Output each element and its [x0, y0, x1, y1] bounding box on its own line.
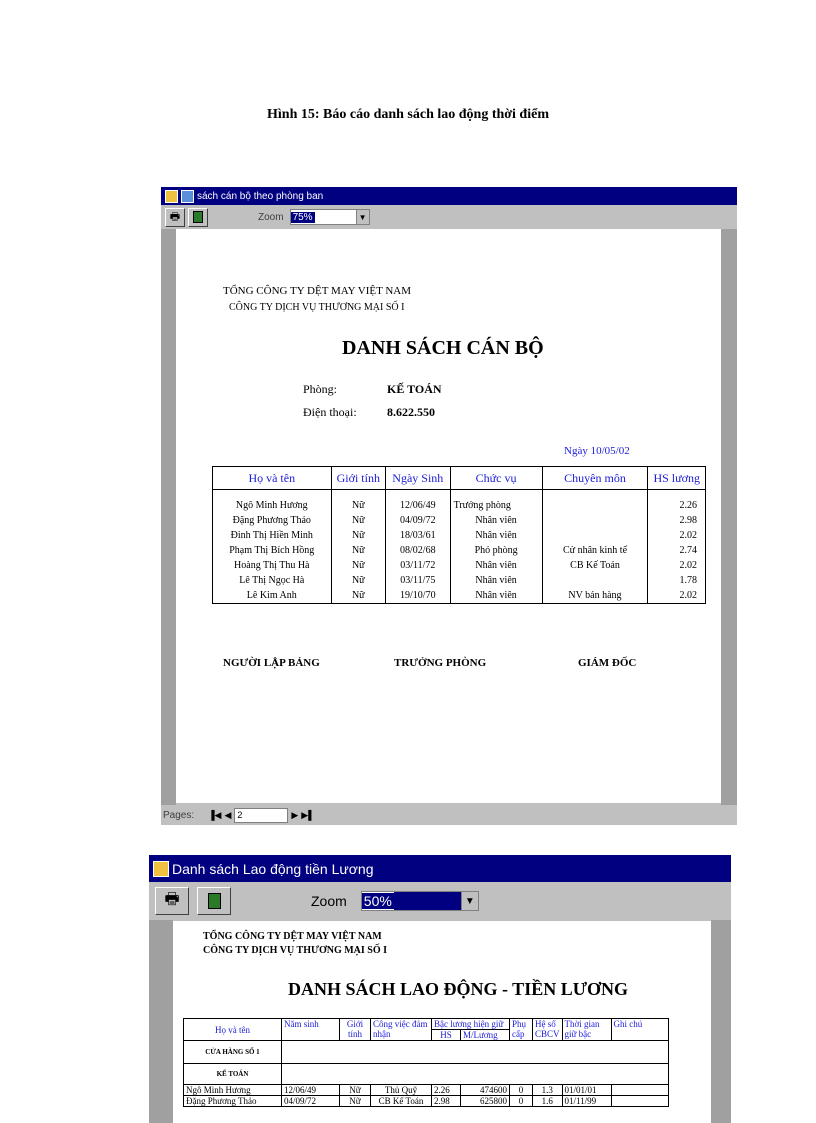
group-row	[184, 1064, 669, 1085]
report-app-icon	[153, 861, 169, 877]
cell-gender: Nữ	[331, 498, 385, 513]
subsidiary-name: CÔNG TY DỊCH VỤ THƯƠNG MẠI SỐ I	[229, 302, 405, 313]
group-row	[184, 1041, 669, 1064]
last-page-icon[interactable]: ▶▌	[301, 809, 315, 820]
cell-birth: 18/03/61	[386, 528, 451, 543]
page-number-input[interactable]: 2	[234, 808, 288, 823]
cell-position: Trưởng phòng	[450, 498, 542, 513]
cell-name: Hoàng Thị Thu Hà	[213, 558, 332, 573]
column-header: Năm sinh	[282, 1019, 340, 1041]
cell-gender: Nữ	[331, 543, 385, 558]
cell-birth: 08/02/68	[386, 543, 451, 558]
cell-name: Đặng Phương Thảo	[184, 1096, 282, 1107]
print-button[interactable]	[165, 208, 185, 227]
cell-salary-coef: 2.74	[648, 543, 706, 558]
column-header: Thời gian giữ bậc	[562, 1019, 611, 1041]
report-date: Ngày 10/05/02	[564, 445, 630, 457]
cell-specialty: CB Kế Toán	[542, 558, 648, 573]
group-label: KẾ TOÁN	[184, 1064, 282, 1085]
cell-cbcv: 1.3	[533, 1085, 563, 1096]
signature-director: GIÁM ĐỐC	[578, 657, 637, 669]
table-row	[213, 543, 706, 558]
cell-gender: Nữ	[340, 1096, 371, 1107]
report-preview-window-2	[149, 855, 731, 1123]
left-gutter	[149, 920, 173, 1123]
cell-salary: 474600	[461, 1085, 510, 1096]
cell-cbcv: 1.6	[533, 1096, 563, 1107]
cell-position: Nhân viên	[450, 528, 542, 543]
cell-gender: Nữ	[331, 588, 385, 604]
table-row	[213, 573, 706, 588]
table-row	[213, 558, 706, 573]
cell-salary-coef: 2.98	[648, 513, 706, 528]
left-gutter	[161, 229, 176, 805]
department-label: Phòng:	[303, 382, 338, 396]
cell-birth: 04/09/72	[282, 1096, 340, 1107]
column-header: HS lương	[648, 467, 706, 490]
cell-allowance: 0	[510, 1085, 533, 1096]
zoom-select[interactable]	[361, 891, 479, 911]
column-header: Chuyên môn	[542, 467, 648, 490]
cell-name: Lê Kim Anh	[213, 588, 332, 604]
staff-table	[212, 466, 706, 604]
table-row	[184, 1085, 669, 1096]
cell-name: Đinh Thị Hiền Minh	[213, 528, 332, 543]
column-header: M/Lương	[461, 1030, 510, 1041]
cell-allowance: 0	[510, 1096, 533, 1107]
cell-time: 01/11/99	[562, 1096, 611, 1107]
column-header: Họ và tên	[213, 467, 332, 490]
cell-name: Phạm Thị Bích Hồng	[213, 543, 332, 558]
print-button[interactable]	[155, 887, 189, 915]
cell-birth: 03/11/75	[386, 573, 451, 588]
cell-birth: 19/10/70	[386, 588, 451, 604]
first-page-icon[interactable]: ▐◀	[208, 809, 222, 820]
cell-specialty	[542, 498, 648, 513]
column-header: Chức vụ	[450, 467, 542, 490]
phone-value: 8.622.550	[387, 405, 435, 419]
company-name: TỔNG CÔNG TY DỆT MAY VIỆT NAM	[223, 285, 412, 297]
group-label: CỬA HÀNG SỐ 1	[184, 1041, 282, 1064]
close-preview-button[interactable]	[197, 887, 231, 915]
title-bar	[149, 855, 731, 882]
cell-position: Nhân viên	[450, 573, 542, 588]
zoom-label: Zoom	[258, 211, 284, 223]
table-row	[213, 528, 706, 543]
phone-label: Điện thoại:	[303, 405, 357, 419]
toolbar	[161, 205, 737, 229]
prev-page-icon[interactable]: ◀	[224, 809, 232, 820]
cell-salary-coef: 2.26	[648, 498, 706, 513]
cell-salary-coef: 2.02	[648, 588, 706, 604]
zoom-select[interactable]	[290, 209, 370, 225]
table-row	[213, 513, 706, 528]
printer-icon: 🖶	[164, 890, 180, 908]
cell-name: Ngô Minh Hương	[184, 1085, 282, 1096]
window-title: Danh sách Lao động tiền Lương	[172, 860, 374, 877]
cell-specialty	[542, 573, 648, 588]
column-header: Công việc đảm nhận	[371, 1019, 432, 1041]
payroll-table	[183, 1018, 669, 1107]
zoom-value: 50%	[363, 893, 392, 909]
report-title: DANH SÁCH CÁN BỘ	[342, 337, 544, 359]
cell-hs: 2.26	[432, 1085, 461, 1096]
cell-position: Nhân viên	[450, 588, 542, 604]
cell-salary: 625800	[461, 1096, 510, 1107]
column-header: Họ và tên	[184, 1019, 282, 1041]
column-header: Hệ số CBCV	[533, 1019, 563, 1041]
report-page	[176, 229, 721, 803]
table-row	[213, 588, 706, 604]
cell-salary-coef: 2.02	[648, 528, 706, 543]
cell-position: Phó phòng	[450, 543, 542, 558]
cell-time: 01/01/01	[562, 1085, 611, 1096]
cell-birth: 12/06/49	[282, 1085, 340, 1096]
signature-preparer: NGƯỜI LẬP BẢNG	[223, 657, 320, 669]
door-exit-icon	[193, 211, 203, 223]
cell-job: CB Kế Toán	[371, 1096, 432, 1107]
cell-specialty	[542, 528, 648, 543]
cell-salary-coef: 2.02	[648, 558, 706, 573]
company-name: TỔNG CÔNG TY DỆT MAY VIỆT NAM	[203, 931, 382, 942]
table-header-row	[184, 1019, 669, 1030]
cell-gender: Nữ	[331, 558, 385, 573]
cell-name: Đặng Phương Thảo	[213, 513, 332, 528]
column-header: Ghi chú	[611, 1019, 668, 1041]
cell-birth: 12/06/49	[386, 498, 451, 513]
cell-gender: Nữ	[331, 573, 385, 588]
cell-gender: Nữ	[340, 1085, 371, 1096]
report-doc-icon	[181, 190, 194, 203]
cell-gender: Nữ	[331, 513, 385, 528]
cell-specialty: Cử nhân kinh tế	[542, 543, 648, 558]
report-app-icon	[165, 190, 178, 203]
pages-label: Pages:	[163, 809, 195, 821]
department-value: KẾ TOÁN	[387, 382, 442, 396]
window-title: sách cán bộ theo phòng ban	[197, 190, 324, 202]
figure-caption: Hình 15: Báo cáo danh sách lao động thời điểm	[267, 107, 549, 122]
column-header: Giới tính	[331, 467, 385, 490]
column-header: Bậc lương hiện giữ	[432, 1019, 510, 1030]
chevron-down-icon[interactable]: ▼	[461, 892, 478, 910]
status-bar	[161, 805, 737, 825]
zoom-value: 75%	[292, 211, 313, 223]
cell-specialty	[542, 513, 648, 528]
column-header: Ngày Sinh	[386, 467, 451, 490]
cell-job: Thủ Quỹ	[371, 1085, 432, 1096]
next-page-icon[interactable]: ▶	[291, 809, 299, 820]
chevron-down-icon[interactable]: ▼	[356, 210, 369, 224]
cell-birth: 04/09/72	[386, 513, 451, 528]
cell-hs: 2.98	[432, 1096, 461, 1107]
close-preview-button[interactable]	[188, 208, 208, 227]
table-row	[213, 498, 706, 513]
cell-name: Lê Thị Ngọc Hà	[213, 573, 332, 588]
table-row	[184, 1096, 669, 1107]
signature-head: TRƯỞNG PHÒNG	[394, 657, 487, 669]
door-exit-icon	[208, 893, 221, 909]
report-preview-window-1	[161, 187, 737, 825]
cell-specialty: NV bán hàng	[542, 588, 648, 604]
column-header: Giới tính	[340, 1019, 371, 1041]
column-header: Phụ cấp	[510, 1019, 533, 1041]
cell-birth: 03/11/72	[386, 558, 451, 573]
subsidiary-name: CÔNG TY DỊCH VỤ THƯƠNG MẠI SỐ I	[203, 945, 388, 956]
column-header: HS	[432, 1030, 461, 1041]
table-header-row	[213, 467, 706, 490]
cell-position: Nhân viên	[450, 558, 542, 573]
vertical-scrollbar[interactable]	[721, 229, 737, 805]
vertical-scrollbar[interactable]	[711, 920, 731, 1123]
printer-icon: 🖶	[169, 210, 181, 223]
report-title: DANH SÁCH LAO ĐỘNG - TIỀN LƯƠNG	[288, 979, 629, 999]
title-bar	[161, 187, 737, 205]
cell-salary-coef: 1.78	[648, 573, 706, 588]
toolbar	[149, 882, 731, 920]
report-page	[173, 921, 711, 1123]
cell-gender: Nữ	[331, 528, 385, 543]
zoom-label: Zoom	[311, 893, 347, 909]
cell-position: Nhân viên	[450, 513, 542, 528]
cell-name: Ngô Minh Hương	[213, 498, 332, 513]
